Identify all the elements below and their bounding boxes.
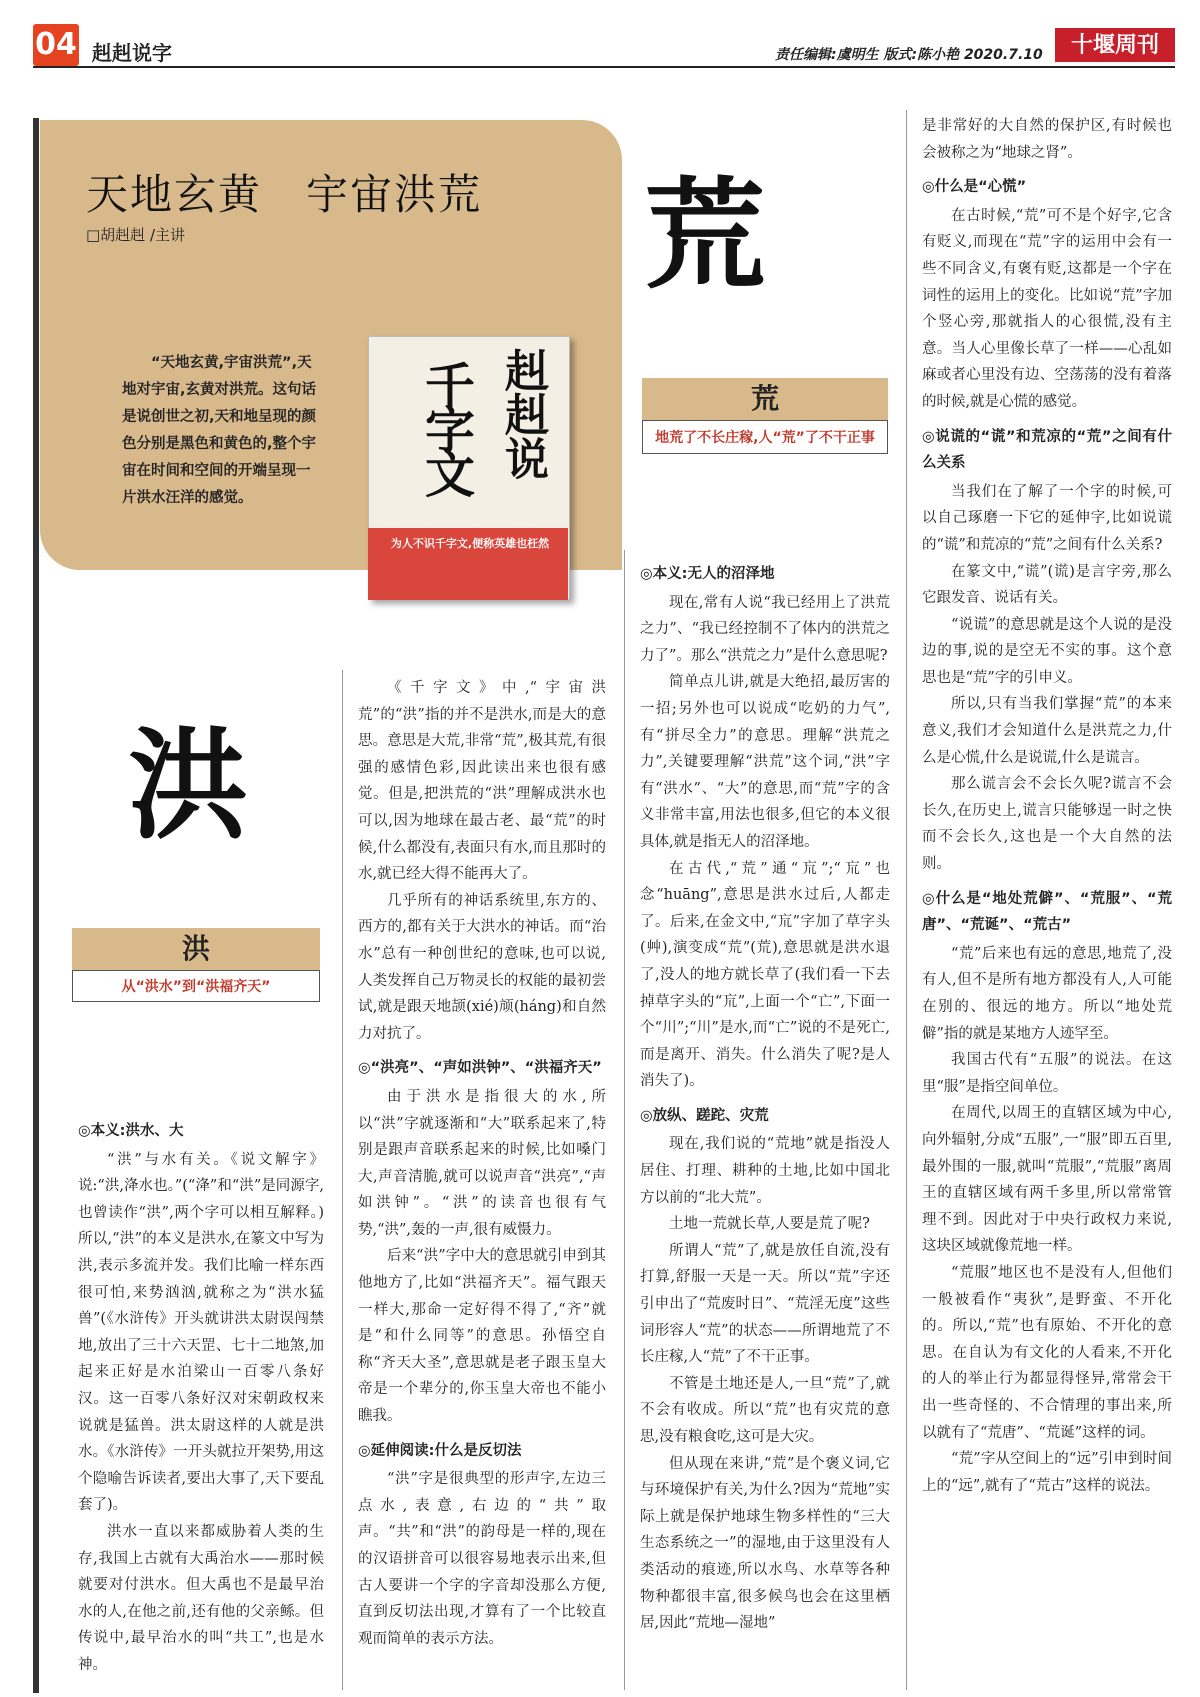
hong-subtitle: 从“洪水”到“洪福齐天” [72,970,320,1002]
paragraph: “说谎”的意思就是这个人说的是没边的事,说的是空无不实的事。这个意思也是“荒”字的引申义。 [922,616,1172,686]
paragraph: 那么谎言会不会长久呢?谎言不会长久,在历史上,谎言只能够逞一时之快而不会长久,这也是一个大自然的法则。 [922,776,1172,873]
paragraph: 在篆文中,“谎”(谎)是言字旁,那么它跟发音、说话有关。 [922,563,1172,607]
paragraph: 几乎所有的神话系统里,东方的、西方的,都有关于大洪水的神话。而“治水”总有一种创世纪的意味,也可以说,人类发挥自己万物灵长的权能的最初尝试,就是跟天地颉(xié)颃(háng)和自然力对抗了。 [358,892,606,1042]
paragraph: 是非常好的大自然的保护区,有时候也会被称之为“地球之肾”。 [922,118,1172,161]
paragraph: 现在,我们说的“荒地”就是指没人居住、打理、耕种的土地,比如中国北方以前的“北大荒”。 [640,1136,890,1206]
paragraph: 后来“洪”字中大的意思就引申到其他地方了,比如“洪福齐天”。福气跟天一样大,那命一定好得不得了,“齐”就是“和什么同等”的意思。孙悟空自称“齐天大圣”,意思就是老子跟玉皇大帝是一个辈分的,你玉皇大帝也不能小瞧我。 [358,1248,606,1425]
seal-character-hong: 洪 [128,715,248,856]
paragraph: 在古时候,“荒”可不是个好字,它含有贬义,而现在“荒”字的运用中会有一些不同含义,有褒有贬,这都是一个字在词性的运用上的变化。比如说“荒”字加个竖心旁,那就指人的心很慌,没有主意。当人心里像长草了一样——心乱如麻或者心里没有边、空荡荡的没有着落的时候,就是心慌的感觉。 [922,207,1172,410]
subheading: ◎本义:无人的沼泽地 [640,566,775,582]
article-title: 天地玄黄 宇宙洪荒 [86,170,483,219]
paragraph: 但从现在来讲,“荒”是个褒义词,它与环境保护有关,为什么?因为“荒地”实际上就是保护地球生物多样性的“三大生态系统之一”的湿地,由于这里没有人类活动的痕迹,所以水鸟、水草等各种物种都很丰富,很多候鸟也会在这里栖居,因此“荒地—湿地” [640,1455,890,1632]
column-4 [922,113,1172,1499]
column-1 [78,1110,324,1678]
paragraph: 洪水一直以来都威胁着人类的生存,我国上古就有大禹治水——那时候就要对付洪水。但大禹也不是最早治水的人,在他之前,还有他的父亲鲧。但传说中,最早治水的叫“共工”,也是水神。 [78,1523,324,1673]
column-divider [342,670,343,1690]
left-border-bar [33,118,39,1693]
seal-character-huang: 荒 [645,165,765,306]
article-intro: “天地玄黄,宇宙洪荒”,天地对宇宙,玄黄对洪荒。这句话是说创世之初,天和地呈现的颜色分别是黑色和黄色的,整个宇宙在时间和空间的开端呈现一片洪水汪洋的感觉。 [122,355,317,506]
section-title: 赳赳说字 [92,41,172,65]
page-number: 04 [33,24,79,66]
article-author: □胡赳赳 /主讲 [86,226,185,244]
subheading: ◎放纵、蹉跎、灾荒 [640,1107,769,1124]
column-divider [906,110,907,1690]
paragraph: “洪”字是很典型的形声字,左边三点水,表意,右边的“共”取声。“共”和“洪”的韵母是一样的,现在的汉语拼音可以很容易地表示出来,但古人要讲一个字的字音却没那么方便,直到反切法出现,才算有了一个比较直观而简单的表示方法。 [358,1471,606,1647]
paragraph: 所以,只有当我们掌握“荒”的本来意义,我们才会知道什么是洪荒之力,什么是心慌,什么是说谎,什么是谎言。 [922,696,1172,766]
paragraph: 我国古代有“五服”的说法。在这里“服”是指空间单位。 [922,1052,1172,1095]
subheading: ◎本义:洪水、大 [78,1123,184,1139]
editor-credits: 责任编辑:虞明生 版式:陈小艳 2020.7.10 [775,47,1043,63]
huang-label: 荒 [642,378,888,420]
masthead-logo: 十堰周刊 [1055,28,1175,62]
subheading: ◎什么是“地处荒僻”、“荒服”、“荒唐”、“荒诞”、“荒古” [922,890,1172,934]
paragraph: 《千字文》中,“宇宙洪荒”的“洪”指的并不是洪水,而是大的意思。意思是大荒,非常“荒”,极其荒,有很强的感情色彩,因此读出来也很有感觉。但是,把洪荒的“洪”理解成洪水也可以,因为地球在最古老、最“荒”的时候,什么都没有,表面只有水,而且那时的水,就已经大得不能再大了。 [358,680,606,883]
paragraph: 所谓人“荒”了,就是放任自流,没有打算,舒服一天是一天。所以“荒”字还引申出了“荒废时日”、“荒淫无度”这些词形容人“荒”的状态——所谓地荒了不长庄稼,人“荒”了不干正事。 [640,1242,890,1366]
paragraph: “洪”与水有关。《说文解字》说:“洪,洚水也。”(“洚”和“洪”是同源字,也曾读作“洪”,两个字可以相互解释。)所以,“洪”的本义是洪水,在篆文中写为洪,表示多流并发。我们比喻一样东西很可怕,来势汹汹,就称之为“洪水猛兽”(《水浒传》开头就讲洪太尉误闯禁地,放出了三十六天罡、七十二地煞,加起来正好是水泊梁山一百零八条好汉。这一百零八条好汉对宋朝政权来说就是猛兽。洪太尉这样的人就是洪水。《水浒传》一开头就拉开架势,用这个隐喻告诉读者,要出大事了,天下要乱套了)。 [78,1151,324,1514]
subheading: ◎“洪亮”、“声如洪钟”、“洪福齐天” [358,1060,602,1077]
column-2 [358,675,606,1652]
paragraph: 简单点儿讲,就是大绝招,最厉害的一招;另外也可以说成“吃奶的力气”,有“拼尽全力”的意思。理解“洪荒之力”,关键要理解“洪荒”这个词,“洪”字有“洪水”、“大”的意思,而“荒”字的含义非常丰富,用法也很多,但它的本义很具体,就是指无人的沼泽地。 [640,674,890,850]
paragraph: “荒服”地区也不是没有人,但他们一般被看作“夷狄”,是野蛮、不开化的。所以,“荒”也有原始、不开化的意思。在自认为有文化的人看来,不开化的人的举止行为都显得怪异,常常会干出一些奇怪的、不合情理的事出来,所以就有了“荒唐”、“荒诞”这样的词。 [922,1264,1172,1441]
subheading: ◎延伸阅读:什么是反切法 [358,1442,522,1459]
book-title: 千字文 [417,360,476,492]
paragraph: 在古代,“荒”通“巟”;“巟”也念“huāng”,意思是洪水过后,人都走了。后来,在金文中,“巟”字加了草字头(艸),演变成“荒”(荒),意思就是洪水退了,没人的地方就长草了(我们看一下去掉草字头的“巟”,上面一个“亡”,下面一个“川”;“川”是水,而“亡”说的不是死亡,而是离开、消失。什么消失了呢?是人消失了)。 [640,860,890,1090]
paragraph: 由于洪水是指很大的水,所以“洪”字就逐渐和“大”联系起来了,特别是跟声音联系起来的时候,比如嗓门大,声音清脆,就可以说声音“洪亮”,“声如洪钟”。“洪”的读音也很有气势,“洪”,轰的一声,很有威慑力。 [358,1088,606,1238]
column-divider [624,550,625,1690]
paragraph: 在周代,以周王的直辖区域为中心,向外辐射,分成“五服”,一“服”即五百里,最外围的一服,就叫“荒服”,“荒服”离周王的直辖区域有两千多里,所以常常管理不到。因此对于中央行政权力来说,这块区域就像荒地一样。 [922,1105,1172,1255]
book-series-name: 赳赳说 [497,348,548,480]
paragraph: 不管是土地还是人,一旦“荒”了,就不会有收成。所以“荒”也有灾荒的意思,没有粮食吃,这可是大灾。 [640,1375,890,1445]
subheading: ◎什么是“心慌” [922,179,1027,196]
column-3 [640,553,890,1637]
paragraph: “荒”后来也有远的意思,地荒了,没有人,但不是所有地方都没有人,人可能在别的、很远的地方。所以“地处荒僻”指的就是某地方人迹罕至。 [922,945,1172,1042]
paragraph: “荒”字从空间上的“远”引申到时间上的“远”,就有了“荒古”这样的说法。 [922,1451,1172,1494]
header-rule [33,66,1175,68]
paragraph: 土地一荒就长草,人要是荒了呢? [669,1216,870,1233]
hong-label: 洪 [72,928,320,970]
paragraph: 当我们在了解了一个字的时候,可以自己琢磨一下它的延伸字,比如说谎的“谎”和荒凉的“荒”之间有什么关系? [922,483,1172,553]
paragraph: 现在,常有人说“我已经用上了洪荒之力”、“我已经控制不了体内的洪荒之力了”。那么“洪荒之力”是什么意思呢? [640,594,890,664]
subheading: ◎说谎的“谎”和荒凉的“荒”之间有什么关系 [922,428,1172,472]
book-slogan: 为人不识千字文,便称英雄也枉然 [390,537,550,550]
huang-subtitle: 地荒了不长庄稼,人“荒”了不干正事 [642,420,888,454]
